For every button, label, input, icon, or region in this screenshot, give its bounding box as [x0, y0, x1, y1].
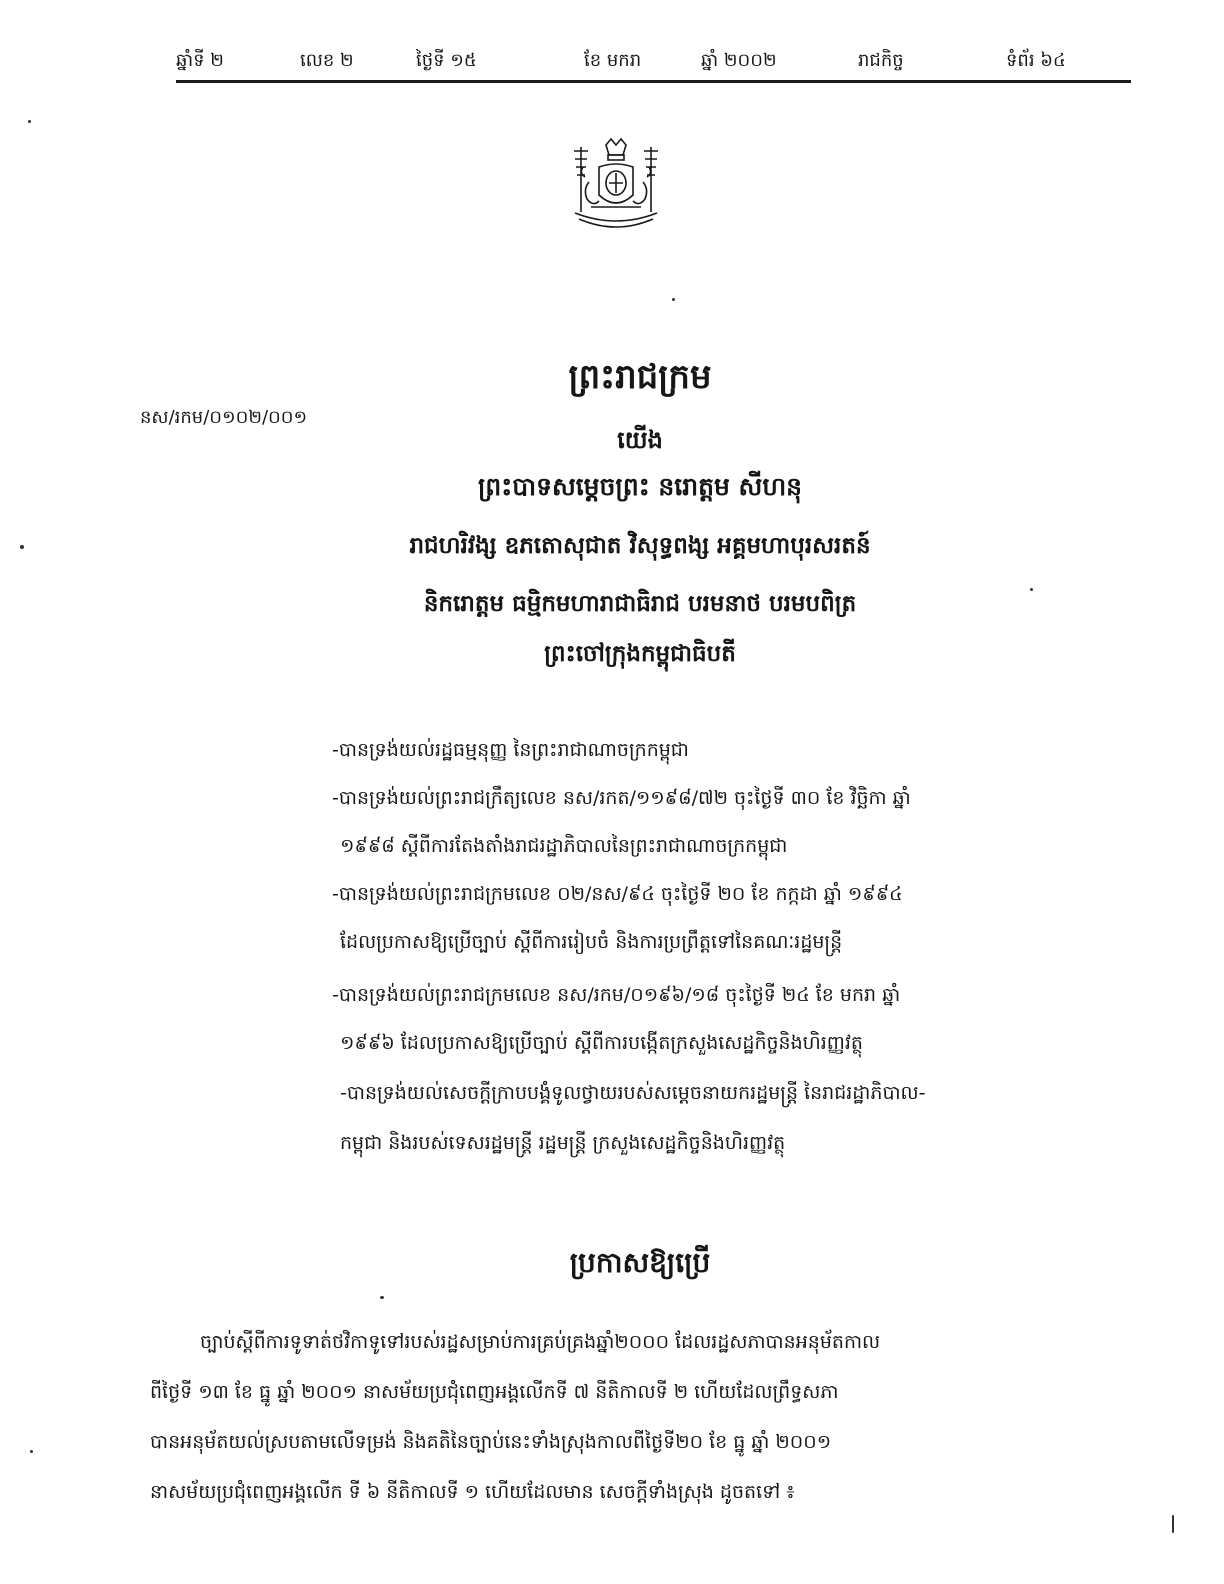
body-line: នាសម័យប្រជុំពេញអង្គលើក ទី ៦ នីតិកាលទី ១ ហើយដែលមាន សេចក្តីទាំងស្រុង ដូចតទៅ ៖ [150, 1481, 795, 1503]
consideration-line: កម្ពុជា និងរបស់ទេសរដ្ឋមន្ត្រី រដ្ឋមន្ត្រី ក្រសួងសេដ្ឋកិច្ចនិងហិរញ្ញវត្ថុ [340, 1132, 786, 1154]
consideration-line: -បានទ្រង់យល់ព្រះរាជក្រមលេខ នស/រកម/០១៩៦/១៨ ចុះថ្ងៃទី ២៤ ខែ មករា ឆ្នាំ [332, 984, 901, 1006]
header-issue: លេខ ២ [300, 50, 354, 71]
consideration-line: -បានទ្រង់យល់ព្រះរាជក្រឹត្យលេខ នស/រកត/១១៩៨/៧២ ចុះថ្ងៃទី ៣០ ខែ វិច្ឆិកា ឆ្នាំ [332, 787, 911, 809]
header-month: ខែ មករា [584, 50, 642, 71]
promulgate-heading: ប្រកាសឱ្យប្រើ [569, 1246, 711, 1279]
king-title-line-3: និករោត្តម ធម្មិកមហារាជាធិរាជ បរមនាថ បរមបពិត្រ [423, 590, 857, 617]
consideration-line: -បានទ្រង់យល់សេចក្តីក្រាបបង្គំទូលថ្វាយរបស់សម្តេចនាយករដ្ឋមន្ត្រី នៃរាជរដ្ឋាភិបាល- [340, 1082, 926, 1104]
header-gazette-year: ឆ្នាំ ២០០២ [701, 50, 777, 71]
decree-number: នស/រកម/០១០២/០០១ [140, 407, 308, 428]
scan-speck [1030, 588, 1033, 591]
decree-we: យើង [617, 425, 663, 454]
header-year: ឆ្នាំទី ២ [176, 50, 224, 71]
scan-speck [20, 545, 24, 549]
consideration-line: -បានទ្រង់យល់ព្រះរាជក្រមលេខ ០២/នស/៩៤ ចុះថ្ងៃទី ២០ ខែ កក្កដា ឆ្នាំ ១៩៩៤ [332, 883, 903, 905]
body-line: ពីថ្ងៃទី ១៣ ខែ ធ្នូ ឆ្នាំ ២០០១ នាសម័យប្រជុំពេញអង្គលើកទី ៧ នីតិកាលទី ២ ហើយដែលព្រឹទ្ធសភា [150, 1381, 839, 1403]
royal-coat-of-arms-icon [561, 137, 671, 237]
scan-speck [672, 298, 675, 301]
header-rule [176, 80, 1131, 83]
king-title-line-1: ព្រះបាទសម្តេចព្រះ នរោត្តម សីហនុ [477, 472, 803, 501]
scan-speck [30, 1450, 33, 1453]
scan-speck [380, 1296, 384, 1299]
header-page-number: ទំព័រ ៦៤ [1006, 50, 1066, 71]
scan-speck [1172, 1515, 1174, 1533]
header-day: ថ្ងៃទី ១៥ [416, 50, 477, 71]
consideration-line: ដែលប្រកាសឱ្យប្រើច្បាប់ ស្តីពីការរៀបចំ និងការប្រព្រឹត្តទៅនៃគណៈរដ្ឋមន្ត្រី [340, 931, 843, 953]
king-title-line-2: រាជហរិវង្ស ឧភតោសុជាត វិសុទ្ធពង្ស អគ្គមហាបុរសរតន៍ [409, 532, 871, 559]
king-title-line-4: ព្រះចៅក្រុងកម្ពុជាធិបតី [544, 640, 736, 667]
gazette-header [176, 40, 1131, 80]
consideration-line: ១៩៩៨ ស្តីពីការតែងតាំងរាជរដ្ឋាភិបាលនៃព្រះរាជាណាចក្រកម្ពុជា [340, 835, 788, 857]
consideration-line: ១៩៩៦ ដែលប្រកាសឱ្យប្រើច្បាប់ ស្តីពីការបង្កើតក្រសួងសេដ្ឋកិច្ចនិងហិរញ្ញវត្ថុ [340, 1032, 863, 1054]
scan-speck [28, 120, 31, 123]
body-line: បានអនុម័តយល់ស្របតាមលើទម្រង់ និងគតិនៃច្បាប់នេះទាំងស្រុងកាលពីថ្ងៃទី២០ ខែ ធ្នូ ឆ្នាំ ២០០១ [150, 1431, 832, 1453]
header-publication: រាជកិច្ច [858, 50, 904, 71]
consideration-line: -បានទ្រង់យល់រដ្ឋធម្មនុញ្ញ នៃព្រះរាជាណាចក្រកម្ពុជា [332, 739, 689, 761]
decree-title: ព្រះរាជក្រម [568, 357, 712, 397]
body-line: ច្បាប់ស្តីពីការទូទាត់ថវិកាទូទៅរបស់រដ្ឋសម្រាប់ការគ្រប់គ្រងឆ្នាំ២០០០ ដែលរដ្ឋសភាបានអនុម័តកាល [200, 1331, 881, 1353]
